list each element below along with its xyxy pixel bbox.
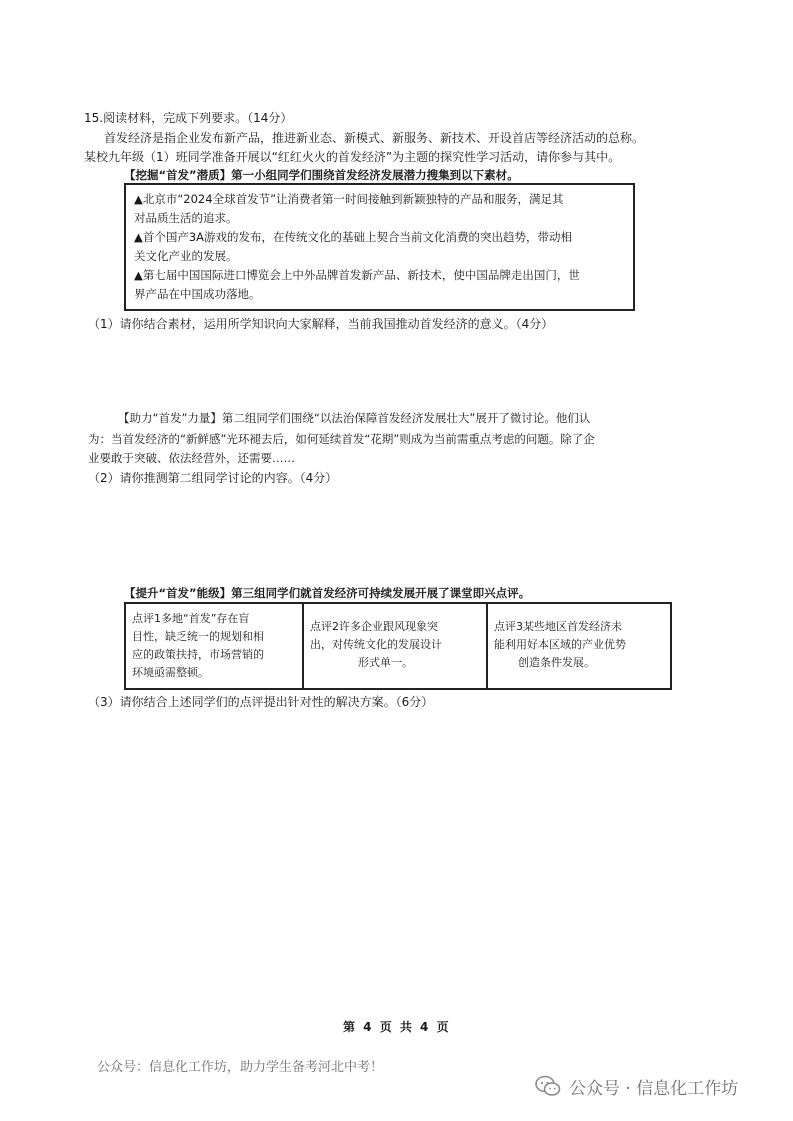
intro-line-2: 某校九年级（1）班同学准备开展以“红红火火的首发经济”为主题的探究性学习活动，请你参与其中。 [84,150,621,164]
material-line: ▲北京市“2024全球首发节”让消费者第一时间接触到新颖独特的产品和服务，满足其 [134,192,564,206]
section2-line-3: 业要敢于突破、依法经营外，还需要…… [88,451,295,465]
material-line: 界产品在中国成功落地。 [134,287,261,301]
comment-text: 目性，缺乏统一的规划和相 [132,630,264,643]
material-line: ▲第七届中国国际进口博览会上中外品牌首发新产品、新技术，使中国品牌走出国门，世 [134,268,580,282]
comment-text: 环境亟需整顿。 [132,666,209,679]
watermark [535,1073,738,1099]
comment-text: 点评3某些地区首发经济未 [494,620,622,633]
comment-cell-3 [488,604,666,688]
section3-heading: 【提升“首发”能级】第三组同学们就首发经济可持续发展开展了课堂即兴点评。 [124,586,531,600]
comment-text: 能利用好本区域的产业优势 [494,638,626,651]
section1-heading: 【挖掘“首发”潜质】第一小组同学们围绕首发经济发展潜力搜集到以下素材。 [124,168,519,182]
page-number: 第 4 页 共 4 页 [343,1020,451,1034]
comment-cell-1 [126,604,304,688]
question-header: 15.阅读材料，完成下列要求。（14分） [84,111,293,125]
footer-note: 公众号：信息化工作坊，助力学生备考河北中考！ [97,1060,384,1075]
wechat-icon [535,1074,561,1098]
intro-line-1: 首发经济是指企业发布新产品，推进新业态、新模式、新服务、新技术、开设首店等经济活动的总称。 [104,131,645,145]
section2-line-2: 为：当首发经济的“新鲜感”光环褪去后，如何延续首发“花期”则成为当前需重点考虑的问题。除了企 [88,432,595,446]
question-3: （3）请你结合上述同学们的点评提出针对性的解决方案。（6分） [88,695,434,709]
comment-text: 出，对传统文化的发展设计 [310,638,442,651]
comment-text: 点评1多地“首发”存在盲 [132,612,250,625]
comment-text: 应的政策扶持，市场营销的 [132,648,264,661]
material-box [124,183,635,311]
comment-text: 点评2许多企业跟风现象突 [310,620,438,633]
comment-cell-2 [304,604,488,688]
material-line: 关文化产业的发展。 [134,249,238,263]
question-2: （2）请你推测第二组同学讨论的内容。（4分） [88,471,338,485]
comment-text: 创造条件发展。 [518,656,595,669]
section2-line-1: 【助力“首发”力量】第二组同学们围绕“以法治保障首发经济发展壮大”展开了微讨论。他们认 [118,411,591,425]
material-line: ▲首个国产3A游戏的发布，在传统文化的基础上契合当前文化消费的突出趋势，带动相 [134,230,573,244]
material-line: 对品质生活的追求。 [134,211,238,225]
question-1: （1）请你结合素材，运用所学知识向大家解释，当前我国推动首发经济的意义。（4分） [88,317,554,331]
watermark-text: 公众号 · 信息化工作坊 [569,1078,739,1099]
comment-text: 形式单一。 [358,656,413,669]
comment-table [124,602,672,690]
